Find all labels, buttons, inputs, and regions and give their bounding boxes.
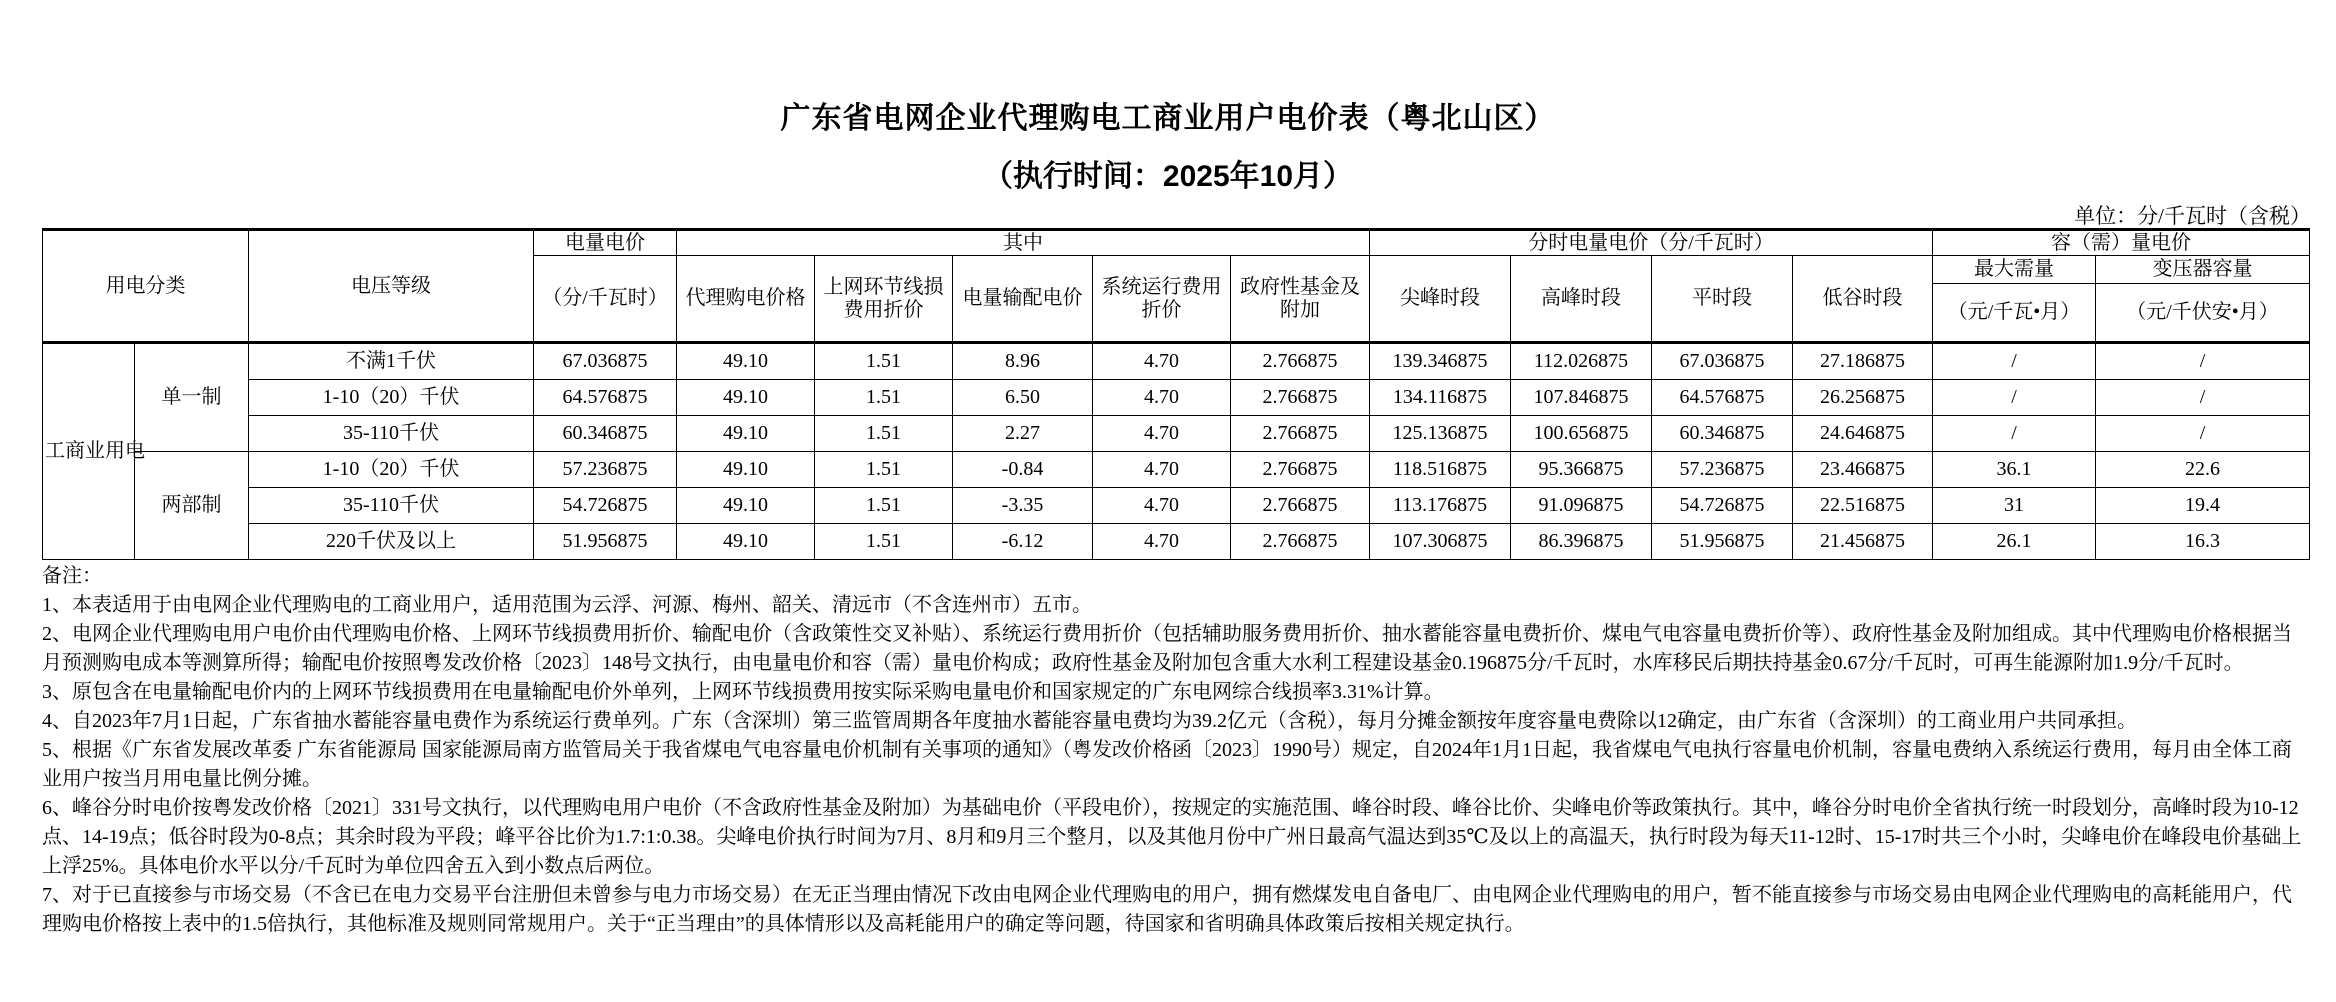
sub-single: 单一制 [135, 343, 249, 452]
header-gov-fund: 政府性基金及附加 [1231, 256, 1370, 343]
header-max-demand-unit: （元/千瓦•月） [1933, 284, 2096, 343]
electricity-price-table [42, 228, 2310, 560]
cell-purchase: 49.10 [677, 343, 815, 380]
cell-gov-fund: 2.766875 [1231, 524, 1370, 560]
cell-valley: 24.646875 [1793, 416, 1933, 452]
cell-max-demand: 36.1 [1933, 452, 2096, 488]
cell-transformer: / [2096, 416, 2310, 452]
header-energy-price-unit: （分/千瓦时） [534, 256, 677, 343]
cell-peak-top: 113.176875 [1370, 488, 1511, 524]
cell-system-cost: 4.70 [1093, 343, 1231, 380]
cell-loss: 1.51 [815, 524, 953, 560]
cell-system-cost: 4.70 [1093, 452, 1231, 488]
cell-flat: 54.726875 [1652, 488, 1793, 524]
group-label: 工商业用电 [43, 343, 135, 560]
note-item: 1、本表适用于由电网企业代理购电的工商业用户，适用范围为云浮、河源、梅州、韶关、清远市（不含连州市）五市。 [42, 594, 1092, 616]
page-subtitle: （执行时间：2025年10月） [982, 160, 1354, 193]
cell-valley: 21.456875 [1793, 524, 1933, 560]
cell-system-cost: 4.70 [1093, 380, 1231, 416]
cell-flat: 51.956875 [1652, 524, 1793, 560]
cell-transformer: / [2096, 343, 2310, 380]
cell-transformer: 22.6 [2096, 452, 2310, 488]
header-transformer-unit: （元/千伏安•月） [2096, 284, 2310, 343]
table-row [43, 380, 2310, 416]
cell-gov-fund: 2.766875 [1231, 343, 1370, 380]
cell-loss: 1.51 [815, 488, 953, 524]
header-of-which: 其中 [677, 230, 1370, 256]
cell-max-demand: / [1933, 380, 2096, 416]
cell-energy: 57.236875 [534, 452, 677, 488]
cell-transmission: -6.12 [953, 524, 1093, 560]
header-flat: 平时段 [1652, 256, 1793, 343]
cell-voltage: 1-10（20）千伏 [249, 380, 534, 416]
cell-energy: 51.956875 [534, 524, 677, 560]
cell-peak: 107.846875 [1511, 380, 1652, 416]
cell-system-cost: 4.70 [1093, 488, 1231, 524]
cell-gov-fund: 2.766875 [1231, 416, 1370, 452]
header-loss: 上网环节线损费用折价 [815, 256, 953, 343]
cell-system-cost: 4.70 [1093, 416, 1231, 452]
cell-max-demand: / [1933, 416, 2096, 452]
cell-max-demand: 31 [1933, 488, 2096, 524]
cell-voltage: 不满1千伏 [249, 343, 534, 380]
cell-max-demand: 26.1 [1933, 524, 2096, 560]
cell-flat: 67.036875 [1652, 343, 1793, 380]
cell-loss: 1.51 [815, 380, 953, 416]
cell-transmission: 6.50 [953, 380, 1093, 416]
cell-transmission: -3.35 [953, 488, 1093, 524]
header-peak: 高峰时段 [1511, 256, 1652, 343]
cell-voltage: 1-10（20）千伏 [249, 452, 534, 488]
cell-valley: 27.186875 [1793, 343, 1933, 380]
cell-peak-top: 107.306875 [1370, 524, 1511, 560]
table-row [43, 343, 2310, 380]
table-row [43, 416, 2310, 452]
cell-gov-fund: 2.766875 [1231, 488, 1370, 524]
cell-transformer: / [2096, 380, 2310, 416]
note-item: 6、峰谷分时电价按粤发改价格〔2021〕331号文执行，以代理购电用户电价（不含政府性基金及附加）为基础电价（平段电价），按规定的实施范围、峰谷时段、峰谷比价、尖峰电价等政策执行。其中，峰谷分时电价全省执行统一时段划分，高峰时段为10-12点、14-19点；低谷时段为0-8点；其余时段为平段；峰平谷比价为1.7:1:0.38。尖峰电价执行时间为7月、8月和9月三个整月，以及其他月份中广州日最高气温达到35℃及以上的高温天，执行时段为每天11-12时、15-17时共三个小时，尖峰电价在峰段电价基础上上浮25%。具体电价水平以分/千瓦时为单位四舍五入到小数点后两位。 [42, 797, 2302, 877]
table-row [43, 488, 2310, 524]
header-transformer: 变压器容量 [2096, 256, 2310, 284]
cell-peak: 100.656875 [1511, 416, 1652, 452]
cell-energy: 54.726875 [534, 488, 677, 524]
cell-flat: 57.236875 [1652, 452, 1793, 488]
cell-transmission: 2.27 [953, 416, 1093, 452]
cell-peak-top: 139.346875 [1370, 343, 1511, 380]
cell-transformer: 16.3 [2096, 524, 2310, 560]
unit-label: 单位：分/千瓦时（含税） [2074, 204, 2311, 228]
cell-max-demand: / [1933, 343, 2096, 380]
cell-purchase: 49.10 [677, 524, 815, 560]
header-max-demand: 最大需量 [1933, 256, 2096, 284]
header-voltage: 电压等级 [249, 230, 534, 343]
cell-purchase: 49.10 [677, 488, 815, 524]
cell-purchase: 49.10 [677, 416, 815, 452]
cell-transmission: 8.96 [953, 343, 1093, 380]
note-item: 2、电网企业代理购电用户电价由代理购电价格、上网环节线损费用折价、输配电价（含政策性交叉补贴）、系统运行费用折价（包括辅助服务费用折价、抽水蓄能容量电费折价、煤电气电容量电费折价等）、政府性基金及附加组成。其中代理购电价格根据当月预测购电成本等测算所得；输配电价按照粤发改价格〔2023〕148号文执行，由电量电价和容（需）量电价构成；政府性基金及附加包含重大水利工程建设基金0.196875分/千瓦时，水库移民后期扶持基金0.67分/千瓦时，可再生能源附加1.9分/千瓦时。 [42, 623, 2292, 674]
cell-gov-fund: 2.766875 [1231, 380, 1370, 416]
cell-energy: 67.036875 [534, 343, 677, 380]
cell-voltage: 35-110千伏 [249, 416, 534, 452]
cell-purchase: 49.10 [677, 380, 815, 416]
cell-loss: 1.51 [815, 343, 953, 380]
cell-peak-top: 125.136875 [1370, 416, 1511, 452]
cell-voltage: 35-110千伏 [249, 488, 534, 524]
cell-valley: 23.466875 [1793, 452, 1933, 488]
cell-peak: 91.096875 [1511, 488, 1652, 524]
cell-loss: 1.51 [815, 452, 953, 488]
cell-voltage: 220千伏及以上 [249, 524, 534, 560]
sub-two: 两部制 [135, 452, 249, 560]
notes-heading: 备注： [42, 565, 102, 587]
header-tou: 分时电量电价（分/千瓦时） [1370, 230, 1933, 256]
note-item: 3、原包含在电量输配电价内的上网环节线损费用在电量输配电价外单列，上网环节线损费用按实际采购电量电价和国家规定的广东电网综合线损率3.31%计算。 [42, 681, 1444, 703]
header-valley: 低谷时段 [1793, 256, 1933, 343]
cell-transformer: 19.4 [2096, 488, 2310, 524]
cell-valley: 26.256875 [1793, 380, 1933, 416]
cell-purchase: 49.10 [677, 452, 815, 488]
cell-energy: 60.346875 [534, 416, 677, 452]
cell-flat: 64.576875 [1652, 380, 1793, 416]
header-system-cost: 系统运行费用折价 [1093, 256, 1231, 343]
cell-transmission: -0.84 [953, 452, 1093, 488]
cell-peak: 112.026875 [1511, 343, 1652, 380]
header-peak-top: 尖峰时段 [1370, 256, 1511, 343]
cell-flat: 60.346875 [1652, 416, 1793, 452]
header-transmission: 电量输配电价 [953, 256, 1093, 343]
cell-loss: 1.51 [815, 416, 953, 452]
header-capacity: 容（需）量电价 [1933, 230, 2310, 256]
note-item: 7、对于已直接参与市场交易（不含已在电力交易平台注册但未曾参与电力市场交易）在无正当理由情况下改由电网企业代理购电的用户，拥有燃煤发电自备电厂、由电网企业代理购电的用户，暂不能直接参与市场交易由电网企业代理购电的高耗能用户，代理购电价格按上表中的1.5倍执行，其他标准及规则同常规用户。关于“正当理由”的具体情形以及高耗能用户的确定等问题，待国家和省明确具体政策后按相关规定执行。 [42, 884, 2292, 935]
notes-section [42, 562, 2310, 939]
header-purchase: 代理购电价格 [677, 256, 815, 343]
cell-gov-fund: 2.766875 [1231, 452, 1370, 488]
cell-peak-top: 134.116875 [1370, 380, 1511, 416]
note-item: 5、根据《广东省发展改革委 广东省能源局 国家能源局南方监管局关于我省煤电气电容量电价机制有关事项的通知》（粤发改价格函〔2023〕1990号）规定，自2024年1月1日起，我省煤电气电执行容量电价机制，容量电费纳入系统运行费用，每月由全体工商业用户按当月用电量比例分摊。 [42, 739, 2292, 790]
page-title: 广东省电网企业代理购电工商业用户电价表（粤北山区） [780, 102, 1556, 135]
header-category: 用电分类 [43, 230, 249, 343]
cell-valley: 22.516875 [1793, 488, 1933, 524]
table-row [43, 452, 2310, 488]
cell-peak: 95.366875 [1511, 452, 1652, 488]
cell-energy: 64.576875 [534, 380, 677, 416]
cell-peak: 86.396875 [1511, 524, 1652, 560]
header-energy-price: 电量电价 [534, 230, 677, 256]
cell-peak-top: 118.516875 [1370, 452, 1511, 488]
cell-system-cost: 4.70 [1093, 524, 1231, 560]
table-row [43, 524, 2310, 560]
note-item: 4、自2023年7月1日起，广东省抽水蓄能容量电费作为系统运行费单列。广东（含深圳）第三监管周期各年度抽水蓄能容量电费均为39.2亿元（含税），每月分摊金额按年度容量电费除以12确定，由广东省（含深圳）的工商业用户共同承担。 [42, 710, 2137, 732]
